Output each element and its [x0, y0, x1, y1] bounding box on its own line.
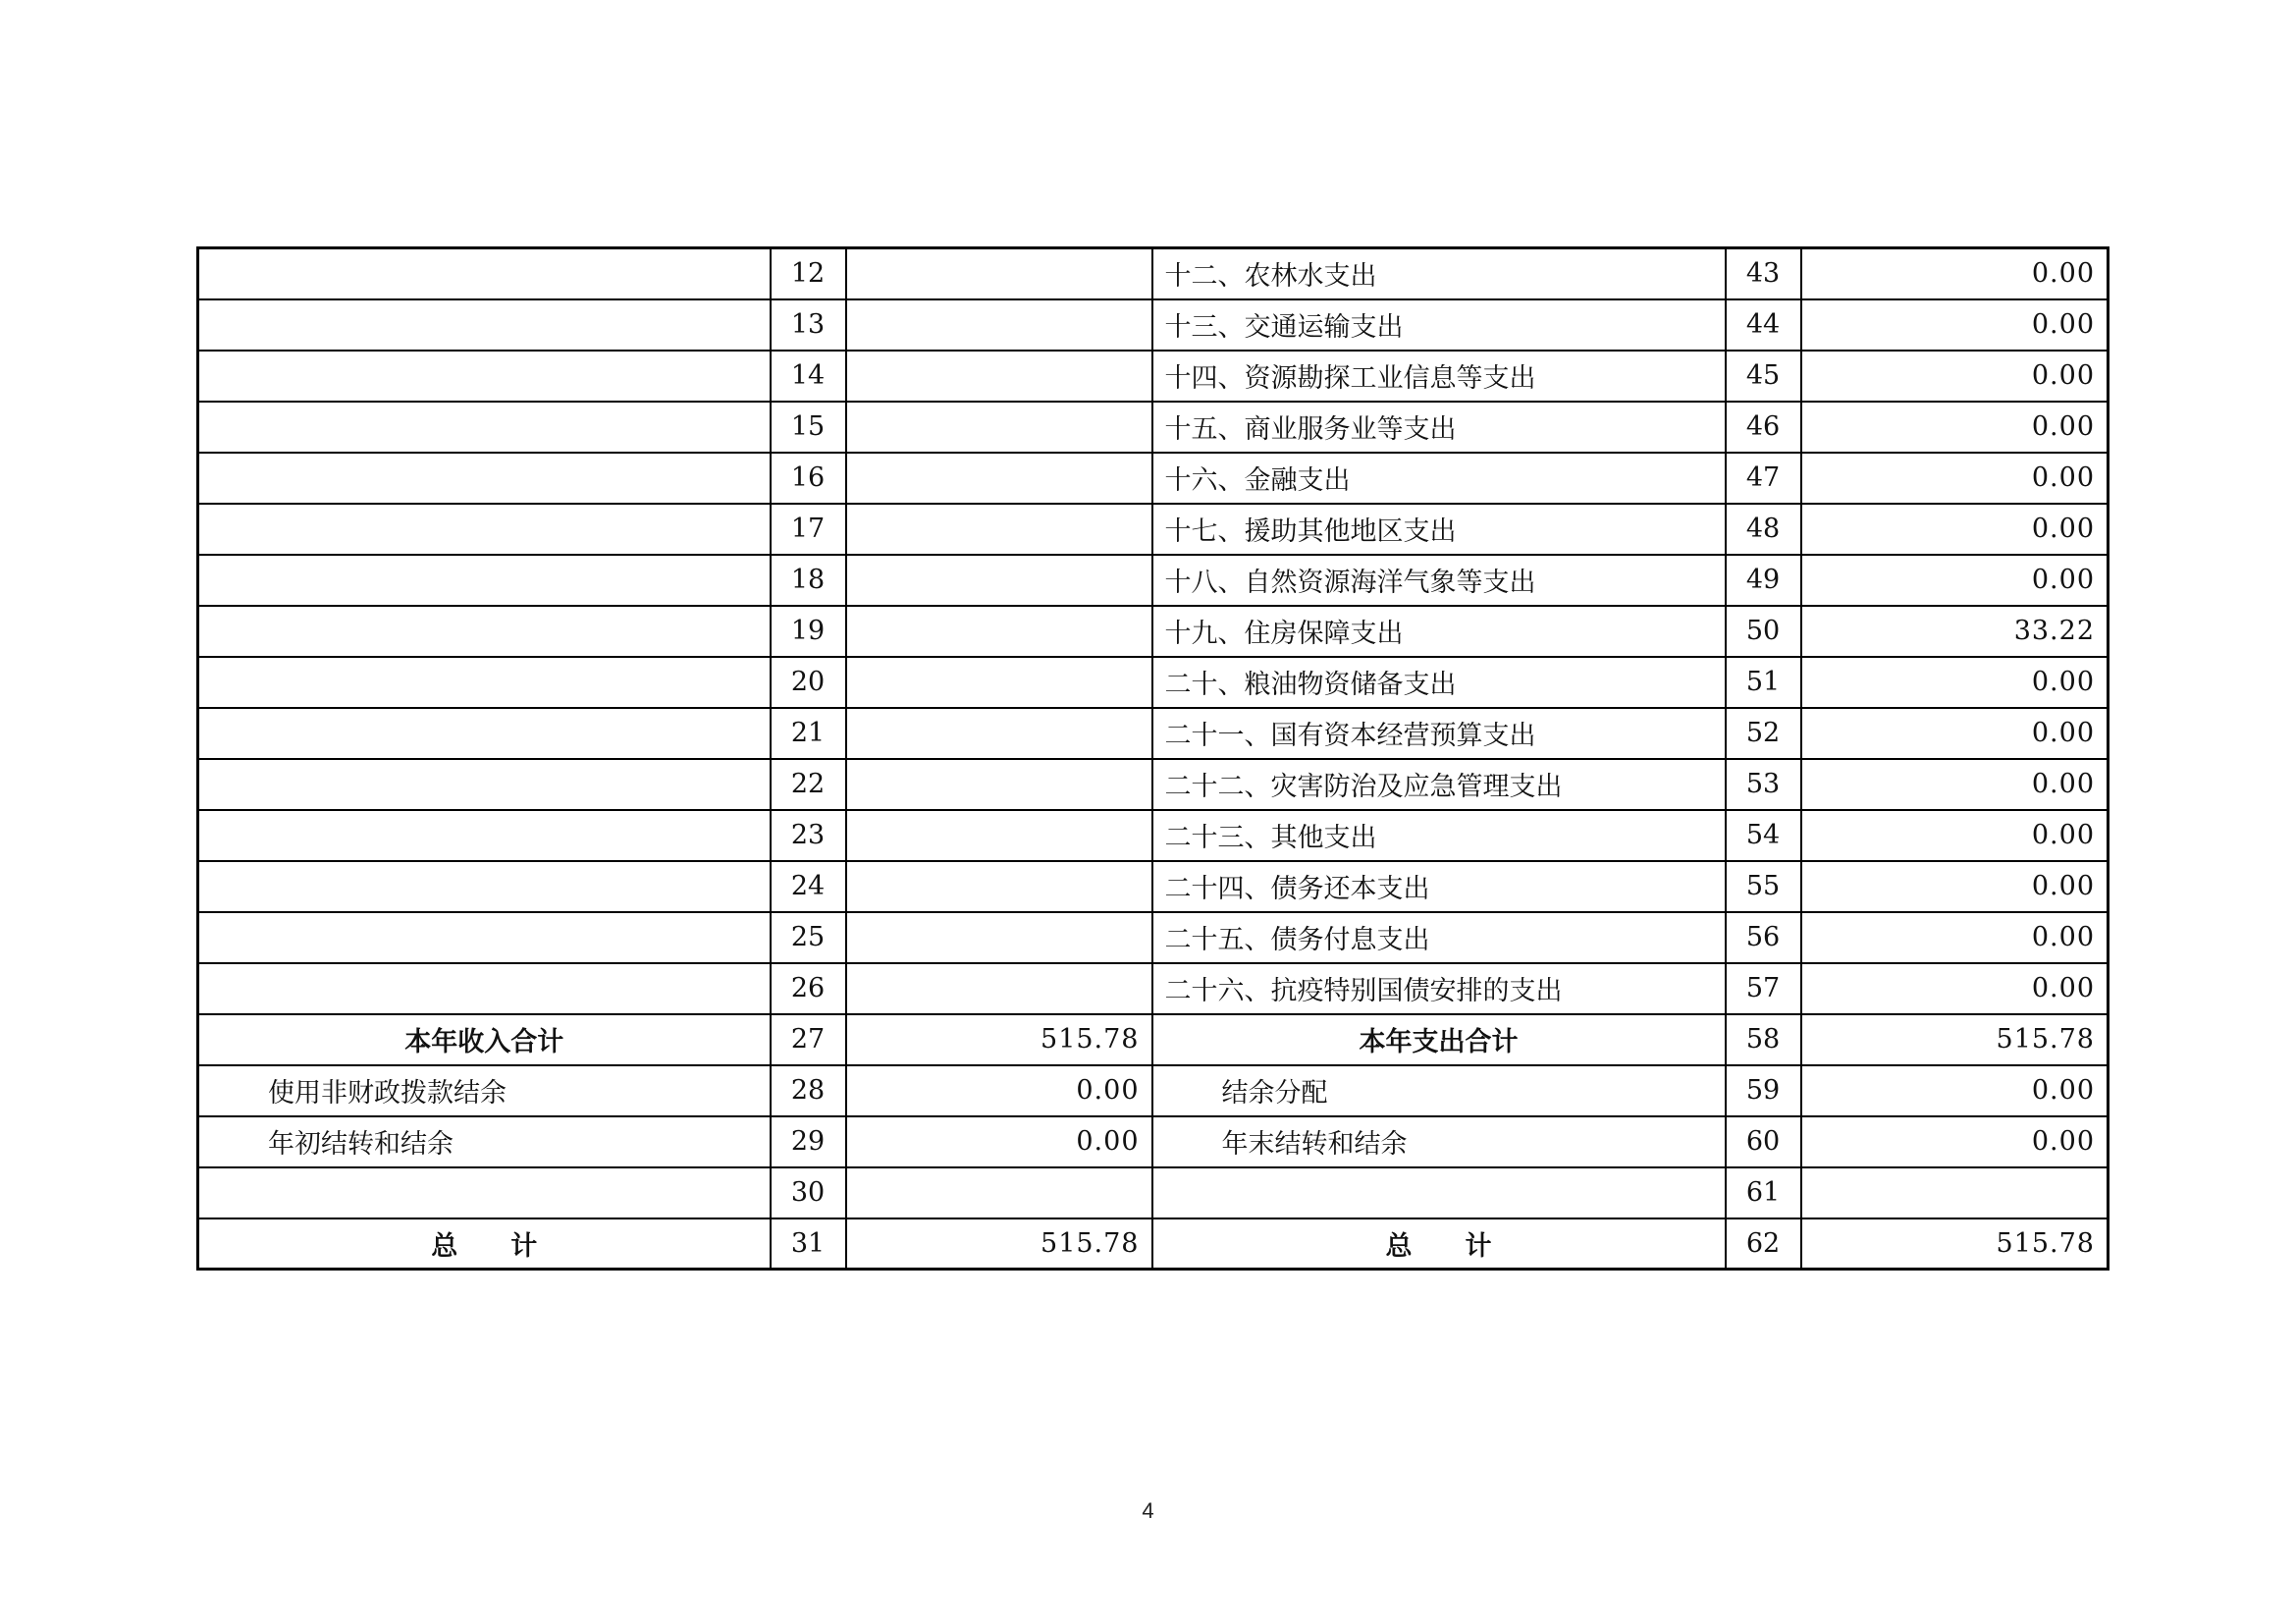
expenditure-row-number: 55 [1726, 861, 1801, 912]
expenditure-row-number: 52 [1726, 708, 1801, 759]
income-amount [846, 606, 1152, 657]
expenditure-amount: 515.78 [1801, 1218, 2109, 1270]
table-row [198, 1065, 2109, 1116]
expenditure-row-number: 53 [1726, 759, 1801, 810]
expenditure-amount: 0.00 [1801, 299, 2109, 351]
expenditure-amount: 0.00 [1801, 453, 2109, 504]
expenditure-item-label: 十四、资源勘探工业信息等支出 [1152, 351, 1726, 402]
expenditure-amount: 0.00 [1801, 759, 2109, 810]
table-row [198, 504, 2109, 555]
income-amount [846, 555, 1152, 606]
table-row [198, 248, 2109, 299]
income-item-label: 总 计 [198, 1218, 771, 1270]
table-row [198, 861, 2109, 912]
expenditure-row-number: 57 [1726, 963, 1801, 1014]
income-row-number: 22 [771, 759, 846, 810]
income-amount [846, 402, 1152, 453]
income-amount [846, 657, 1152, 708]
table-row [198, 963, 2109, 1014]
expenditure-item-label: 十三、交通运输支出 [1152, 299, 1726, 351]
income-amount [846, 453, 1152, 504]
table-row [198, 453, 2109, 504]
expenditure-row-number: 44 [1726, 299, 1801, 351]
expenditure-row-number: 60 [1726, 1116, 1801, 1167]
income-item-label [198, 248, 771, 299]
expenditure-item-label [1152, 1167, 1726, 1218]
income-amount: 515.78 [846, 1014, 1152, 1065]
table-row [198, 1116, 2109, 1167]
income-item-label [198, 299, 771, 351]
income-amount [846, 912, 1152, 963]
expenditure-item-label: 本年支出合计 [1152, 1014, 1726, 1065]
income-row-number: 13 [771, 299, 846, 351]
expenditure-item-label: 年末结转和结余 [1152, 1116, 1726, 1167]
income-row-number: 14 [771, 351, 846, 402]
expenditure-amount: 0.00 [1801, 504, 2109, 555]
expenditure-row-number: 48 [1726, 504, 1801, 555]
table-row [198, 606, 2109, 657]
income-amount [846, 810, 1152, 861]
expenditure-item-label: 二十三、其他支出 [1152, 810, 1726, 861]
expenditure-item-label: 十九、住房保障支出 [1152, 606, 1726, 657]
expenditure-amount: 0.00 [1801, 1116, 2109, 1167]
income-row-number: 19 [771, 606, 846, 657]
table-row [198, 1014, 2109, 1065]
table-row [198, 1167, 2109, 1218]
income-amount [846, 963, 1152, 1014]
expenditure-item-label: 二十五、债务付息支出 [1152, 912, 1726, 963]
income-item-label [198, 504, 771, 555]
expenditure-row-number: 54 [1726, 810, 1801, 861]
expenditure-item-label: 二十、粮油物资储备支出 [1152, 657, 1726, 708]
expenditure-row-number: 50 [1726, 606, 1801, 657]
income-amount [846, 1167, 1152, 1218]
table-row [198, 299, 2109, 351]
income-item-label [198, 606, 771, 657]
expenditure-item-label: 十七、援助其他地区支出 [1152, 504, 1726, 555]
expenditure-item-label: 结余分配 [1152, 1065, 1726, 1116]
income-item-label [198, 708, 771, 759]
expenditure-row-number: 59 [1726, 1065, 1801, 1116]
income-amount [846, 504, 1152, 555]
income-amount [846, 299, 1152, 351]
table-row [198, 1218, 2109, 1270]
income-amount: 0.00 [846, 1116, 1152, 1167]
income-item-label [198, 657, 771, 708]
income-item-label [198, 351, 771, 402]
expenditure-item-label: 二十四、债务还本支出 [1152, 861, 1726, 912]
income-row-number: 20 [771, 657, 846, 708]
income-item-label [198, 810, 771, 861]
expenditure-amount: 0.00 [1801, 810, 2109, 861]
table-row [198, 555, 2109, 606]
income-amount [846, 351, 1152, 402]
expenditure-item-label: 二十六、抗疫特别国债安排的支出 [1152, 963, 1726, 1014]
income-row-number: 30 [771, 1167, 846, 1218]
income-row-number: 25 [771, 912, 846, 963]
income-item-label [198, 861, 771, 912]
expenditure-row-number: 45 [1726, 351, 1801, 402]
income-row-number: 28 [771, 1065, 846, 1116]
expenditure-row-number: 51 [1726, 657, 1801, 708]
expenditure-item-label: 二十一、国有资本经营预算支出 [1152, 708, 1726, 759]
expenditure-row-number: 46 [1726, 402, 1801, 453]
income-item-label [198, 963, 771, 1014]
table-row [198, 810, 2109, 861]
income-row-number: 21 [771, 708, 846, 759]
expenditure-amount: 0.00 [1801, 657, 2109, 708]
expenditure-amount: 0.00 [1801, 555, 2109, 606]
expenditure-item-label: 二十二、灾害防治及应急管理支出 [1152, 759, 1726, 810]
income-item-label [198, 759, 771, 810]
expenditure-row-number: 62 [1726, 1218, 1801, 1270]
expenditure-row-number: 43 [1726, 248, 1801, 299]
expenditure-amount: 0.00 [1801, 963, 2109, 1014]
expenditure-amount: 0.00 [1801, 351, 2109, 402]
expenditure-amount: 0.00 [1801, 708, 2109, 759]
expenditure-item-label: 十八、自然资源海洋气象等支出 [1152, 555, 1726, 606]
income-row-number: 26 [771, 963, 846, 1014]
expenditure-amount: 515.78 [1801, 1014, 2109, 1065]
table-row [198, 657, 2109, 708]
income-row-number: 31 [771, 1218, 846, 1270]
expenditure-item-label: 十二、农林水支出 [1152, 248, 1726, 299]
expenditure-row-number: 56 [1726, 912, 1801, 963]
table-row [198, 708, 2109, 759]
income-row-number: 16 [771, 453, 846, 504]
table-row [198, 351, 2109, 402]
expenditure-item-label: 十六、金融支出 [1152, 453, 1726, 504]
income-row-number: 23 [771, 810, 846, 861]
expenditure-row-number: 47 [1726, 453, 1801, 504]
income-amount: 515.78 [846, 1218, 1152, 1270]
table-row [198, 759, 2109, 810]
income-item-label [198, 912, 771, 963]
budget-table [196, 246, 2109, 1271]
income-amount [846, 708, 1152, 759]
expenditure-amount: 0.00 [1801, 912, 2109, 963]
income-amount [846, 759, 1152, 810]
table-row [198, 912, 2109, 963]
income-row-number: 12 [771, 248, 846, 299]
income-amount: 0.00 [846, 1065, 1152, 1116]
income-item-label [198, 1167, 771, 1218]
income-row-number: 17 [771, 504, 846, 555]
income-item-label [198, 555, 771, 606]
income-item-label: 年初结转和结余 [198, 1116, 771, 1167]
expenditure-item-label: 十五、商业服务业等支出 [1152, 402, 1726, 453]
expenditure-amount: 0.00 [1801, 402, 2109, 453]
page-number: 4 [1142, 1498, 1154, 1523]
expenditure-amount: 33.22 [1801, 606, 2109, 657]
income-amount [846, 248, 1152, 299]
table-row [198, 402, 2109, 453]
expenditure-amount [1801, 1167, 2109, 1218]
expenditure-amount: 0.00 [1801, 248, 2109, 299]
income-row-number: 18 [771, 555, 846, 606]
expenditure-row-number: 49 [1726, 555, 1801, 606]
expenditure-amount: 0.00 [1801, 1065, 2109, 1116]
income-row-number: 24 [771, 861, 846, 912]
table-body [198, 248, 2109, 1270]
income-row-number: 15 [771, 402, 846, 453]
income-amount [846, 861, 1152, 912]
income-item-label: 使用非财政拨款结余 [198, 1065, 771, 1116]
income-item-label [198, 402, 771, 453]
expenditure-item-label: 总 计 [1152, 1218, 1726, 1270]
income-row-number: 27 [771, 1014, 846, 1065]
expenditure-amount: 0.00 [1801, 861, 2109, 912]
income-row-number: 29 [771, 1116, 846, 1167]
income-item-label: 本年收入合计 [198, 1014, 771, 1065]
expenditure-row-number: 58 [1726, 1014, 1801, 1065]
expenditure-row-number: 61 [1726, 1167, 1801, 1218]
income-item-label [198, 453, 771, 504]
